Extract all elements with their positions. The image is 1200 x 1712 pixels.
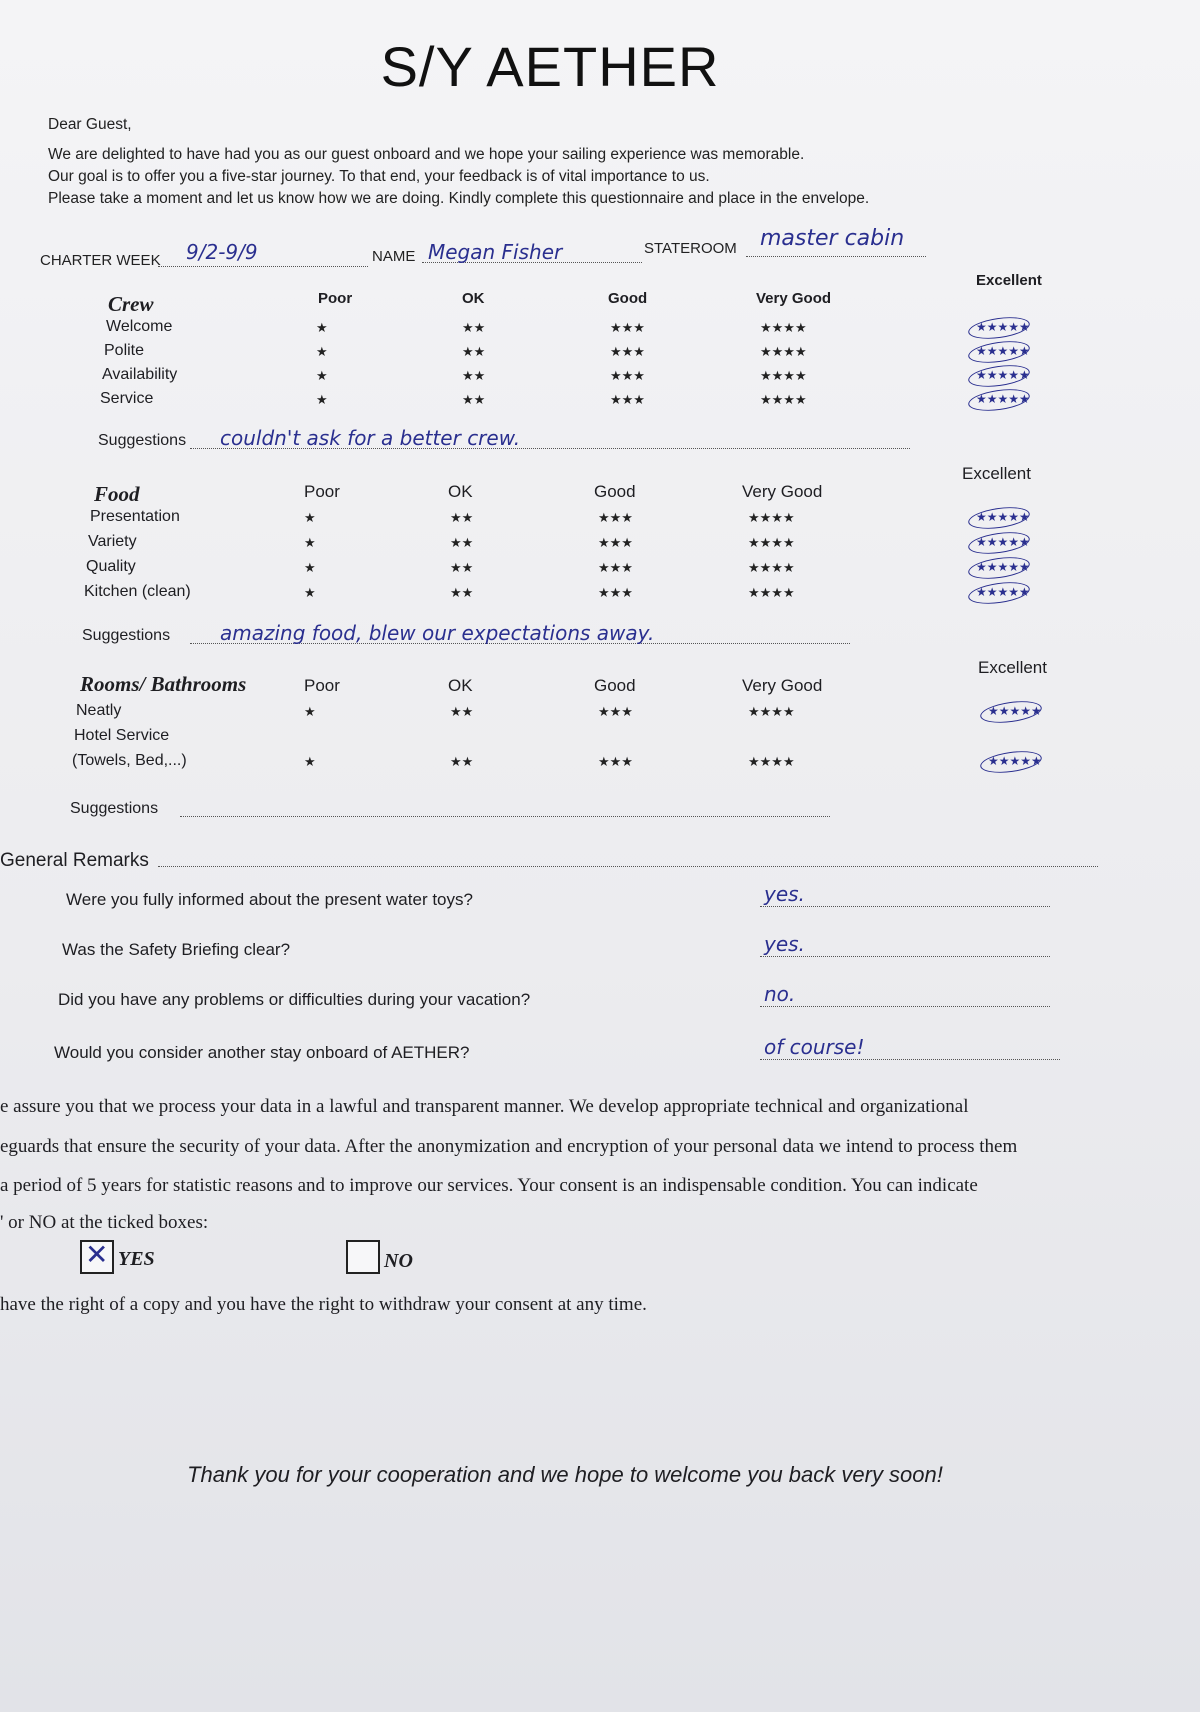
intro-line-2: Our goal is to offer you a five-star journey. To that end, your feedback is of vital importance to us. xyxy=(48,168,710,185)
rating-option[interactable]: ★ xyxy=(316,368,328,383)
rating-option[interactable]: ★★ xyxy=(462,392,486,407)
rating-column-header: Very Good xyxy=(742,676,823,695)
no-checkbox[interactable] xyxy=(346,1240,380,1274)
rights-text: have the right of a copy and you have the right to withdraw your consent at any time. xyxy=(0,1294,647,1315)
question-text: Was the Safety Briefing clear? xyxy=(62,940,291,959)
rating-option[interactable]: ★★★ xyxy=(598,754,633,769)
answer-line xyxy=(760,906,1050,907)
rating-column-header: Good xyxy=(594,676,636,695)
stateroom-label: STATEROOM xyxy=(644,240,737,257)
rating-column-header: Poor xyxy=(318,290,353,307)
legal-line-3: a period of 5 years for statistic reasons and to improve our services. Your consent is an indispensable condition. You can indicate xyxy=(0,1175,978,1196)
section-title: Food xyxy=(94,482,140,506)
no-label: NO xyxy=(384,1250,413,1272)
stateroom-value[interactable]: master cabin xyxy=(760,226,905,251)
rating-row-label: Polite xyxy=(104,342,145,359)
rating-option[interactable]: ★ xyxy=(304,754,316,769)
rating-row-label: Presentation xyxy=(90,508,180,525)
legal-line-4: ' or NO at the ticked boxes: xyxy=(0,1212,209,1233)
check-mark-icon: ✕ xyxy=(85,1239,109,1270)
rating-option[interactable]: ★★ xyxy=(450,535,474,550)
rating-row-label: Hotel Service xyxy=(74,727,170,744)
rating-option[interactable]: ★★★★ xyxy=(760,392,807,407)
rating-option[interactable]: ★★ xyxy=(462,344,486,359)
greeting: Dear Guest, xyxy=(48,116,132,133)
page-title: S/Y AETHER xyxy=(380,35,720,98)
rating-column-header: OK xyxy=(448,482,473,501)
rating-option[interactable]: ★ xyxy=(304,535,316,550)
suggestions-label: Suggestions xyxy=(82,627,171,644)
general-remarks-label: General Remarks xyxy=(0,850,149,871)
question-text: Would you consider another stay onboard of AETHER? xyxy=(54,1043,470,1062)
rating-option-excellent[interactable]: ★★★★★ xyxy=(976,560,1030,574)
rating-option[interactable]: ★★★★ xyxy=(748,510,795,525)
answer-line xyxy=(760,1059,1060,1060)
rating-option[interactable]: ★★★ xyxy=(610,392,645,407)
yes-checkbox[interactable] xyxy=(80,1240,114,1274)
rating-option[interactable]: ★★★★ xyxy=(748,560,795,575)
rating-option[interactable]: ★★★ xyxy=(598,535,633,550)
rating-option[interactable]: ★★★★ xyxy=(760,320,807,335)
general-remarks-line xyxy=(158,866,1098,867)
rating-option-excellent[interactable]: ★★★★★ xyxy=(976,368,1030,382)
section-title: Crew xyxy=(108,292,154,316)
rating-option[interactable]: ★★ xyxy=(450,560,474,575)
answer-value[interactable]: of course! xyxy=(764,1035,865,1059)
rating-option[interactable]: ★★★★ xyxy=(748,704,795,719)
rating-option-excellent[interactable]: ★★★★★ xyxy=(976,392,1030,406)
rating-column-header: Good xyxy=(608,290,648,307)
legal-line-1: e assure you that we process your data in a lawful and transparent manner. We develop appropriate technical and organizational xyxy=(0,1096,969,1117)
intro-line-1: We are delighted to have had you as our guest onboard and we hope your sailing experience was memorable. xyxy=(48,146,805,163)
rating-row-label: (Towels, Bed,...) xyxy=(72,752,187,769)
rating-row-label: Welcome xyxy=(106,318,173,335)
suggestions-value[interactable]: couldn't ask for a better crew. xyxy=(220,426,521,450)
rating-option[interactable]: ★ xyxy=(316,392,328,407)
charter-week-value[interactable]: 9/2-9/9 xyxy=(186,240,258,264)
answer-value[interactable]: no. xyxy=(764,982,796,1006)
rating-option-excellent[interactable]: ★★★★★ xyxy=(988,704,1042,718)
rating-column-header: OK xyxy=(448,676,473,695)
rating-option[interactable]: ★ xyxy=(316,344,328,359)
rating-option[interactable]: ★★★★ xyxy=(748,585,795,600)
rating-option[interactable]: ★★★ xyxy=(598,585,633,600)
intro-line-3: Please take a moment and let us know how we are doing. Kindly complete this questionnaire and place in the envelope. xyxy=(48,190,870,207)
name-value[interactable]: Megan Fisher xyxy=(428,240,563,264)
rating-option-excellent[interactable]: ★★★★★ xyxy=(976,535,1030,549)
rating-row-label: Variety xyxy=(88,533,137,550)
yes-label: YES xyxy=(118,1248,155,1270)
rating-row-label: Kitchen (clean) xyxy=(84,583,191,600)
rating-column-header: Excellent xyxy=(976,272,1042,289)
rating-row-label: Quality xyxy=(86,558,136,575)
rating-option[interactable]: ★★★ xyxy=(610,320,645,335)
charter-week-line xyxy=(158,266,368,267)
rating-option[interactable]: ★ xyxy=(304,560,316,575)
rating-column-header: Excellent xyxy=(962,464,1031,483)
answer-value[interactable]: yes. xyxy=(764,882,805,906)
rating-option-excellent[interactable]: ★★★★★ xyxy=(976,585,1030,599)
rating-column-header: Very Good xyxy=(742,482,823,501)
rating-option[interactable]: ★★ xyxy=(450,704,474,719)
rating-row-label: Neatly xyxy=(76,702,122,719)
rating-option-excellent[interactable]: ★★★★★ xyxy=(976,344,1030,358)
answer-line xyxy=(760,1006,1050,1007)
stateroom-line xyxy=(746,256,926,257)
suggestions-line xyxy=(180,816,830,817)
rating-option[interactable]: ★ xyxy=(304,704,316,719)
rating-option[interactable]: ★★ xyxy=(462,368,486,383)
question-text: Were you fully informed about the present water toys? xyxy=(66,890,473,909)
rating-row-label: Service xyxy=(100,390,154,407)
rating-option[interactable]: ★★★★ xyxy=(748,754,795,769)
rating-option[interactable]: ★★★★ xyxy=(760,368,807,383)
rating-option[interactable]: ★ xyxy=(316,320,328,335)
name-label: NAME xyxy=(372,248,416,265)
rating-option[interactable]: ★★ xyxy=(462,320,486,335)
answer-value[interactable]: yes. xyxy=(764,932,805,956)
rating-column-header: OK xyxy=(462,290,485,307)
rating-column-header: Poor xyxy=(304,676,340,695)
rating-option[interactable]: ★ xyxy=(304,510,316,525)
rating-option[interactable]: ★★★ xyxy=(598,560,633,575)
suggestions-label: Suggestions xyxy=(70,800,159,817)
rating-option[interactable]: ★★★★ xyxy=(760,344,807,359)
rating-option[interactable]: ★ xyxy=(304,585,316,600)
rating-option[interactable]: ★★ xyxy=(450,754,474,769)
rating-row-label: Availability xyxy=(102,366,178,383)
answer-line xyxy=(760,956,1050,957)
rating-column-header: Excellent xyxy=(978,658,1047,677)
rating-option[interactable]: ★★★ xyxy=(598,510,633,525)
charter-week-label: CHARTER WEEK xyxy=(40,252,161,269)
rating-option[interactable]: ★★★ xyxy=(598,704,633,719)
rating-option[interactable]: ★★★ xyxy=(610,344,645,359)
legal-line-2: eguards that ensure the security of your data. After the anonymization and encryption of your personal data we intend to process them xyxy=(0,1136,1018,1157)
rating-option[interactable]: ★★ xyxy=(450,510,474,525)
rating-option[interactable]: ★★★ xyxy=(610,368,645,383)
suggestions-value[interactable]: amazing food, blew our expectations away. xyxy=(220,621,655,645)
rating-column-header: Very Good xyxy=(756,290,832,307)
rating-column-header: Poor xyxy=(304,482,340,501)
closing-text: Thank you for your cooperation and we hope to welcome you back very soon! xyxy=(187,1462,943,1487)
rating-option[interactable]: ★★★★ xyxy=(748,535,795,550)
question-text: Did you have any problems or difficulties during your vacation? xyxy=(58,990,531,1009)
rating-option-excellent[interactable]: ★★★★★ xyxy=(976,320,1030,334)
rating-option-excellent[interactable]: ★★★★★ xyxy=(988,754,1042,768)
rating-option-excellent[interactable]: ★★★★★ xyxy=(976,510,1030,524)
rating-option[interactable]: ★★ xyxy=(450,585,474,600)
rating-column-header: Good xyxy=(594,482,636,501)
section-title: Rooms/ Bathrooms xyxy=(80,672,247,696)
suggestions-label: Suggestions xyxy=(98,432,187,449)
